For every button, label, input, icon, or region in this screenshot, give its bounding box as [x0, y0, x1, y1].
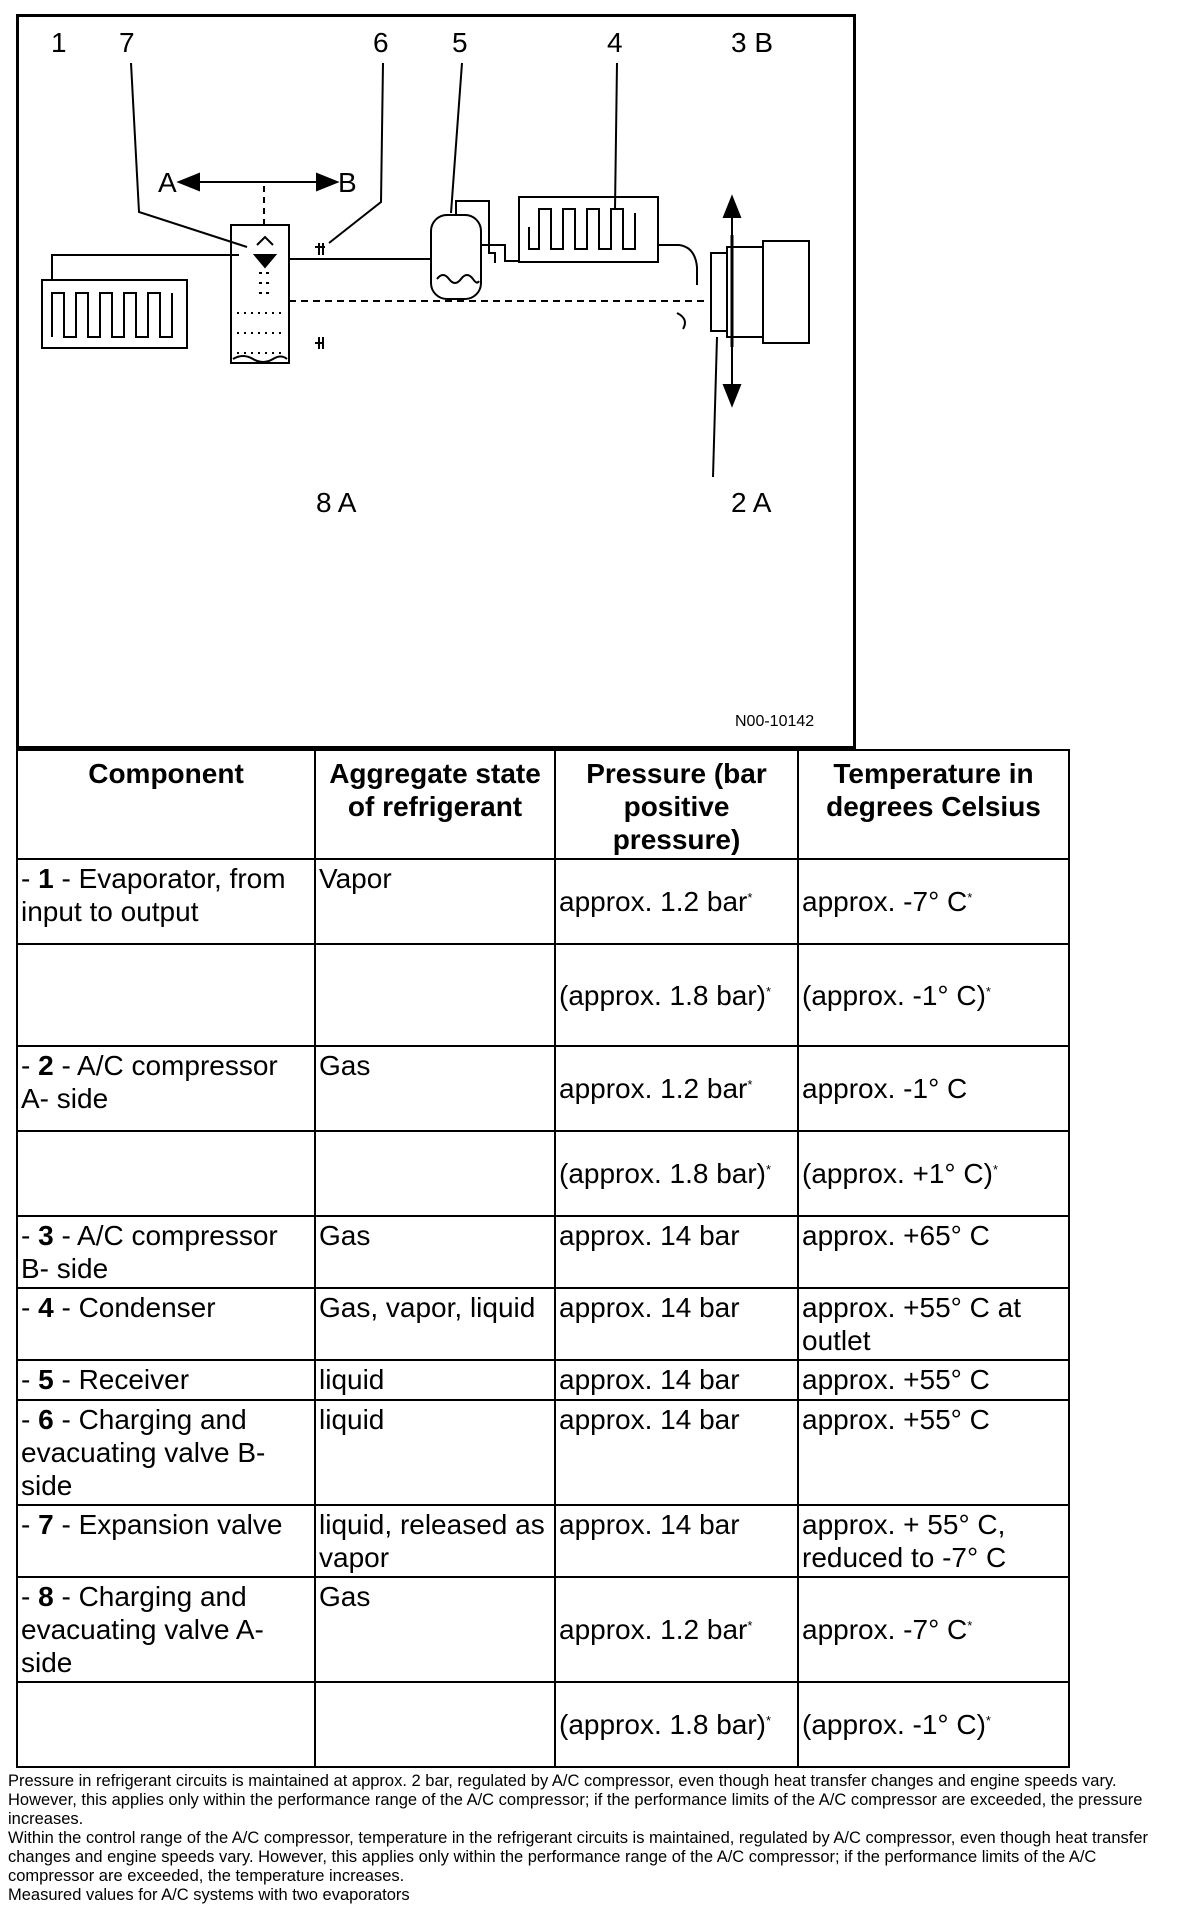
pressure-value: approx. 14 bar	[559, 1509, 740, 1540]
cell-temp	[798, 859, 1069, 944]
pressure-value: (approx. 1.8 bar)	[559, 1158, 766, 1189]
circuit-drawing	[19, 17, 853, 746]
temp-value: approx. -7° C	[802, 1614, 968, 1645]
cell-pressure	[555, 1505, 798, 1577]
component-prefix: -	[21, 1292, 39, 1323]
evaporator-coil	[52, 293, 172, 337]
cell-temp	[798, 1131, 1069, 1216]
cell-pressure	[555, 1577, 798, 1682]
asterisk-mark: *	[985, 983, 991, 999]
table-row	[17, 1505, 1069, 1577]
cell-state: liquid	[315, 1360, 555, 1400]
figure-label: 6	[373, 27, 389, 58]
asterisk-mark: *	[992, 1162, 999, 1177]
cell-component	[17, 1505, 315, 1577]
temp-value: approx. +55° C at outlet	[802, 1292, 1021, 1356]
cell-component	[17, 944, 315, 1046]
component-name: - Evaporator, from input to output	[21, 863, 286, 927]
column-header: Pressure (bar positive pressure)	[555, 750, 798, 859]
temp-value: approx. -1° C	[802, 1073, 968, 1104]
pressure-value: approx. 1.2 bar	[559, 1614, 748, 1645]
component-prefix: -	[21, 1364, 39, 1395]
cell-component	[17, 1046, 315, 1131]
compressor-shape	[763, 241, 809, 343]
cell-state	[315, 944, 555, 1046]
cell-pressure	[555, 859, 798, 944]
temp-value: (approx. +1° C)	[802, 1158, 993, 1189]
figure-label: B	[338, 167, 357, 198]
cell-pressure	[555, 1288, 798, 1360]
table-row	[17, 1046, 1069, 1131]
figure-label: 2 A	[731, 487, 772, 518]
component-name: - Charging and evacuating valve B- side	[21, 1404, 266, 1501]
component-num: 2	[38, 1050, 54, 1081]
cell-component	[17, 1682, 315, 1767]
cell-pressure	[555, 1046, 798, 1131]
cell-temp	[798, 1288, 1069, 1360]
table-row	[17, 1682, 1069, 1767]
asterisk-mark: *	[747, 1077, 753, 1092]
asterisk-mark: *	[747, 1618, 753, 1633]
pressure-value: (approx. 1.8 bar)	[559, 979, 766, 1011]
table-row	[17, 859, 1069, 944]
temp-value: approx. +55° C	[802, 1364, 990, 1395]
ac-circuit-diagram	[16, 14, 856, 749]
component-prefix: -	[21, 1220, 39, 1251]
temp-value: approx. +65° C	[802, 1220, 990, 1251]
cell-pressure	[555, 944, 798, 1046]
component-name: - Expansion valve	[53, 1509, 283, 1540]
table-row	[17, 1400, 1069, 1505]
table-body	[17, 859, 1069, 1767]
cell-state: Gas	[315, 1046, 555, 1131]
component-prefix: -	[21, 1509, 39, 1540]
component-prefix: -	[21, 863, 39, 894]
figure-label: A	[158, 167, 177, 198]
cell-temp	[798, 1682, 1069, 1767]
receiver-shape	[431, 215, 481, 299]
cell-state	[315, 1131, 555, 1216]
asterisk-mark: *	[766, 983, 772, 999]
cell-component	[17, 859, 315, 944]
table-row	[17, 1288, 1069, 1360]
asterisk-mark: *	[766, 1713, 772, 1728]
component-name: - Condenser	[53, 1292, 216, 1323]
temp-value: (approx. -1° C)	[802, 1709, 986, 1740]
header-row	[17, 750, 1069, 859]
cell-component	[17, 1400, 315, 1505]
component-name: - A/C compressor A- side	[21, 1050, 278, 1114]
component-name: - Charging and evacuating valve A- side	[21, 1581, 264, 1678]
component-prefix: -	[21, 1404, 39, 1435]
cell-pressure	[555, 1131, 798, 1216]
cell-pressure	[555, 1682, 798, 1767]
asterisk-mark: *	[967, 890, 973, 905]
column-header: Aggregate state of refrigerant	[315, 750, 555, 859]
table-row	[17, 1360, 1069, 1400]
cell-temp	[798, 1360, 1069, 1400]
cell-temp	[798, 1400, 1069, 1505]
cell-state: Gas	[315, 1577, 555, 1682]
figure-label: 8 A	[316, 487, 357, 518]
cell-state: Gas	[315, 1216, 555, 1288]
cell-temp	[798, 1505, 1069, 1577]
column-header: Component	[17, 750, 315, 859]
asterisk-mark: *	[766, 1162, 772, 1177]
temp-value: (approx. -1° C)	[802, 979, 986, 1011]
figure-label: 5	[452, 27, 468, 58]
figure-label: 1	[51, 27, 67, 58]
figure-label: 4	[607, 27, 623, 58]
cell-state: Vapor	[315, 859, 555, 944]
component-num: 1	[38, 863, 54, 894]
component-num: 7	[38, 1509, 54, 1540]
figure-label: 7	[119, 27, 135, 58]
spec-table	[16, 749, 1070, 1768]
asterisk-mark: *	[967, 1618, 973, 1633]
component-prefix: -	[21, 1581, 39, 1612]
component-prefix: -	[21, 1050, 39, 1081]
cell-temp	[798, 1577, 1069, 1682]
column-header: Temperature in degrees Celsius	[798, 750, 1069, 859]
cell-state: liquid, released as vapor	[315, 1505, 555, 1577]
temp-value: approx. + 55° C, reduced to -7° C	[802, 1509, 1007, 1573]
pressure-value: approx. 14 bar	[559, 1364, 740, 1395]
cell-state: liquid	[315, 1400, 555, 1505]
table-row	[17, 1131, 1069, 1216]
cell-temp	[798, 1046, 1069, 1131]
footnote: Within the control range of the A/C compressor, temperature in the refrigerant circuits is maintained, regulated by A/C compressor, even though heat transfer changes and engine speeds vary. However, this applies only within the performance range of the A/C compressor; if the performance limits of the A/C compressor are exceeded, the temperature increases.	[8, 1829, 1148, 1885]
cell-temp	[798, 944, 1069, 1046]
cell-state	[315, 1682, 555, 1767]
asterisk-mark: *	[747, 890, 753, 905]
pressure-value: approx. 1.2 bar	[559, 1073, 748, 1104]
component-num: 4	[38, 1292, 54, 1323]
component-num: 8	[38, 1581, 54, 1612]
pressure-value: approx. 14 bar	[559, 1292, 740, 1323]
pressure-value: approx. 14 bar	[559, 1220, 740, 1251]
component-num: 3	[38, 1220, 54, 1251]
pressure-value: approx. 1.2 bar	[559, 886, 748, 917]
component-name: - Receiver	[53, 1364, 190, 1395]
asterisk-mark: *	[985, 1713, 991, 1728]
figure-label: 3 B	[731, 27, 774, 58]
cell-state: Gas, vapor, liquid	[315, 1288, 555, 1360]
footnote: Pressure in refrigerant circuits is maintained at approx. 2 bar, regulated by A/C compressor, even though heat transfer changes and engine speeds vary. However, this applies only within the performance range of the A/C compressor; if the performance limits of the A/C compressor are exceeded, the pressure increases.	[8, 1772, 1143, 1828]
cell-component	[17, 1216, 315, 1288]
figure-id: N00-10142	[735, 713, 815, 730]
cell-component	[17, 1288, 315, 1360]
cell-component	[17, 1577, 315, 1682]
cell-pressure	[555, 1400, 798, 1505]
cell-pressure	[555, 1216, 798, 1288]
temp-value: approx. +55° C	[802, 1404, 990, 1435]
component-num: 6	[38, 1404, 54, 1435]
cell-pressure	[555, 1360, 798, 1400]
cell-temp	[798, 1216, 1069, 1288]
pressure-value: (approx. 1.8 bar)	[559, 1709, 766, 1740]
component-name: - A/C compressor B- side	[21, 1220, 278, 1284]
footnotes	[8, 1772, 1158, 1905]
footnote: Measured values for A/C systems with two evaporators	[8, 1886, 410, 1904]
table-row	[17, 944, 1069, 1046]
table-row	[17, 1577, 1069, 1682]
temp-value: approx. -7° C	[802, 886, 968, 917]
pressure-value: approx. 14 bar	[559, 1404, 740, 1435]
cell-component	[17, 1360, 315, 1400]
table-row	[17, 1216, 1069, 1288]
cell-component	[17, 1131, 315, 1216]
component-num: 5	[38, 1364, 54, 1395]
